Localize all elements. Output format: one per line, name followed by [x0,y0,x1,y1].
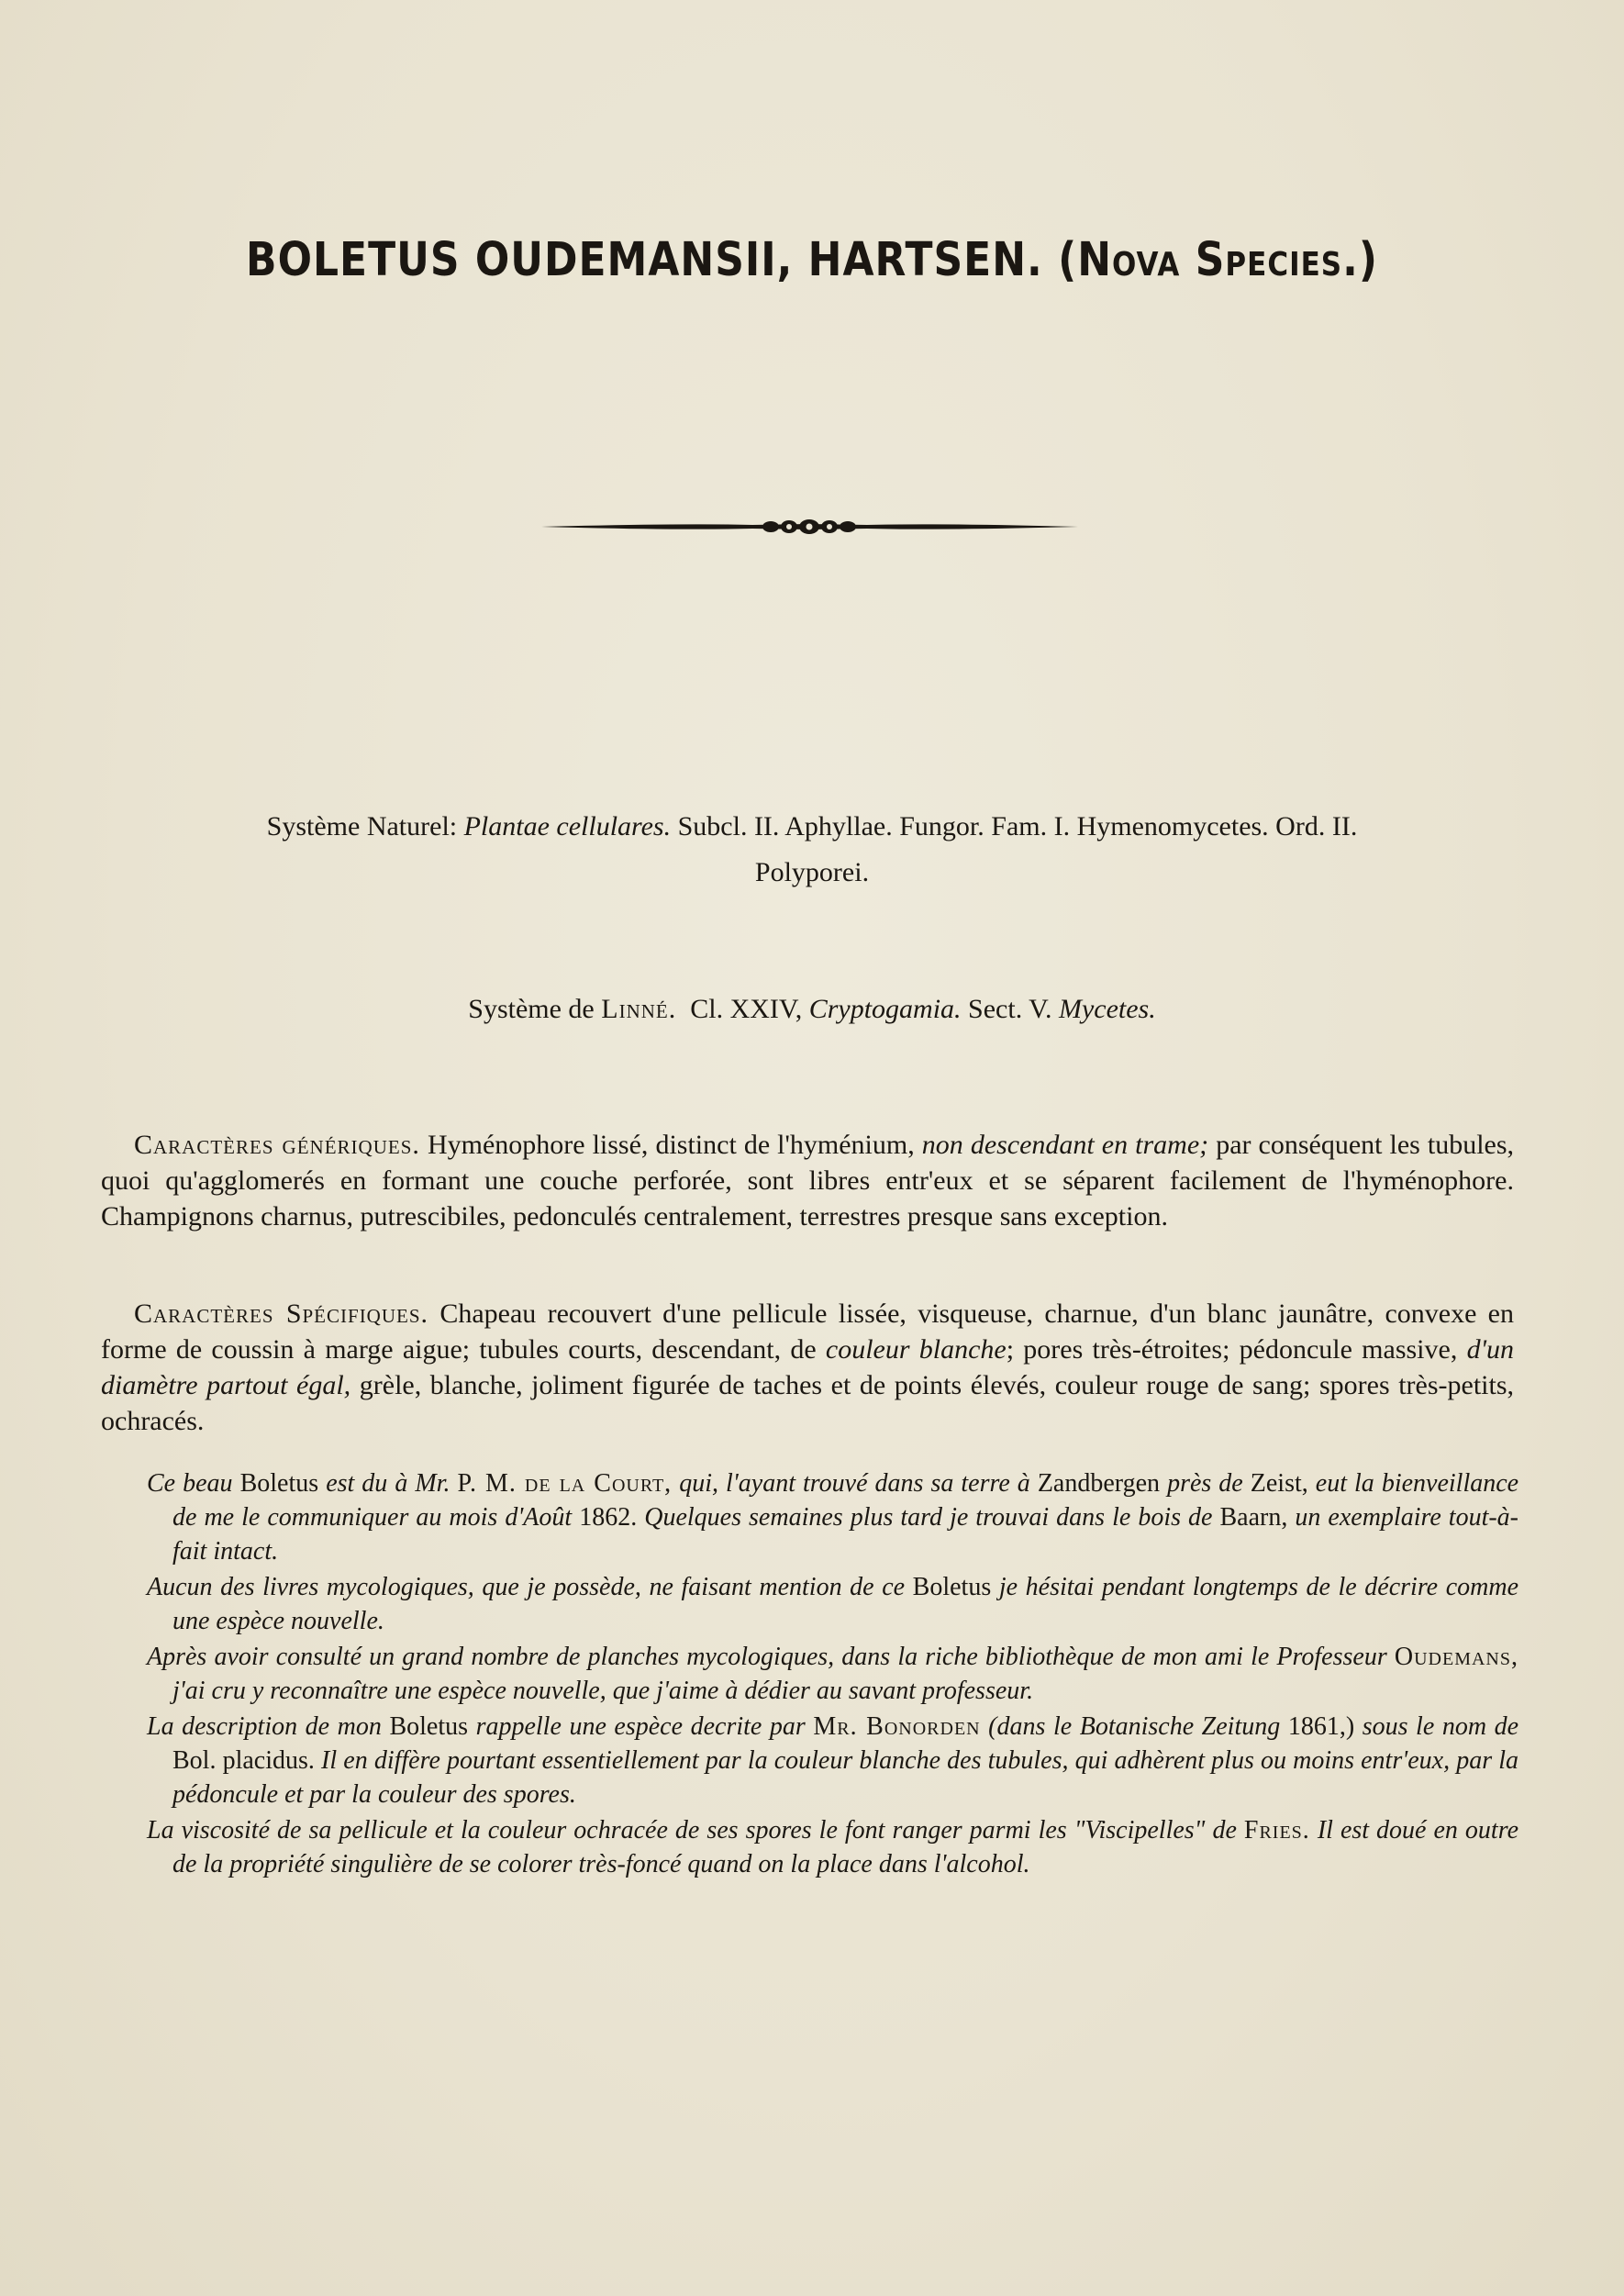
note-1-text-g: un exemplaire tout-à-fait intact. [172,1503,1518,1566]
systeme-naturel [101,804,1523,896]
ordo-polyporei: Polyporei. [754,857,870,887]
mycetes: Mycetes. [1058,994,1156,1024]
note-1-text-d: près de [1167,1469,1243,1498]
generiques-italic: non descendant en trame; [921,1130,1209,1160]
plantae-cellulares: Plantae cellulares. [463,811,672,841]
note-1-text-b: est du à Mr. [326,1469,450,1498]
note-5-text-b: Il est doué en outre de la propriété singulière de se colorer très-foncé quand on la place dans l'alcohol. [172,1816,1518,1878]
note-5-text-a: La viscosité de sa pellicule et la couleur ochracée de ses spores le font ranger parmi les "Viscipelles" de [147,1816,1237,1845]
specifiques-italic-2: d'un diamètre partout égal, [101,1334,1514,1400]
notes-block [147,1466,1518,1883]
ornament-divider [541,510,1078,543]
specifiques-text-1: Chapeau recouvert d'une pellicule lissée, visqueuse, charnue, d'un blanc jaunâtre, convexe en forme de coussin à marge aigue; tubules courts, descendant, de [101,1298,1515,1365]
zeist-name: Zeist, [1250,1469,1308,1498]
classification-rest: Subcl. II. Aphyllae. Fungor. Fam. I. Hymenomycetes. Ord. II. [677,811,1358,841]
note-4-text-d: sous le nom de [1362,1712,1519,1741]
caracteres-specifiques [101,1296,1514,1439]
generiques-text-1: Hyménophore lissé, distinct de l'hyménium, [427,1130,915,1160]
note-3 [147,1640,1518,1708]
generiques-heading: Caractères génériques. [134,1130,420,1160]
oudemans-name: Oudemans, [1394,1643,1518,1671]
specifiques-italic-1: couleur blanche [825,1334,1007,1365]
zandbergen-name: Zandbergen [1037,1469,1161,1498]
note-2-text-b: je hésitai pendant longtemps de le décrire comme une espèce nouvelle. [172,1573,1518,1635]
note-1-text-e: eut la bienveillance de me le communiquer au mois d'Août [172,1469,1519,1532]
specifiques-text-2: ; pores très-étroites; pédoncule massive, [1006,1334,1458,1365]
de-la-court-name: P. M. de la Court, [457,1469,673,1498]
page-title [0,233,1624,287]
note-3-text-a: Après avoir consulté un grand nombre de planches mycologiques, dans la riche bibliothèque de mon ami le Professeur [147,1643,1387,1671]
note-2-text-a: Aucun des livres mycologiques, que je possède, ne faisant mention de ce [147,1573,906,1601]
note-1 [147,1466,1518,1568]
note-4-text-b: rappelle une espèce decrite par [475,1712,806,1741]
note-4 [147,1710,1518,1811]
generiques-text-2: par conséquent les tubules, quoi qu'agglomerés en formant une couche perforée, sont libres entr'eux et se séparent facilement de l'hyménophore. Champignons charnus, putrescibiles, pedonculés centralement, terrestres presque sans exception. [101,1130,1515,1232]
note-5 [147,1813,1518,1881]
bonorden-name: Mr. Bonorden [813,1712,981,1741]
systeme-linne-label: Système de [468,994,595,1024]
cryptogamia: Cryptogamia. [808,994,962,1024]
title-species: (Nova Species.) [1058,233,1378,287]
year-1862: 1862. [579,1503,638,1532]
note-1-text-a: Ce beau [147,1469,233,1498]
fries-name: Fries. [1243,1816,1310,1845]
note-1-text-f: Quelques semaines plus tard je trouvai dans le bois de [644,1503,1213,1532]
note-4-text-e: Il en diffère pourtant essentiellement par la couleur blanche des tubules, qui adhèrent plus ou moins entr'eux, par la pédoncule et par la couleur des spores. [172,1746,1519,1809]
linne-section: Sect. V. [968,994,1052,1024]
boletus-name: Boletus [912,1573,992,1601]
specifiques-heading: Caractères Spécifiques. [134,1298,429,1329]
boletus-name: Boletus [389,1712,469,1741]
note-4-text-c: (dans le Botanische Zeitung [988,1712,1281,1741]
title-main: BOLETUS OUDEMANSII, HARTSEN. [246,233,1043,287]
systeme-naturel-label: Système Naturel: [266,811,458,841]
year-1861: 1861,) [1287,1712,1355,1741]
linne-name: Linné. [601,994,677,1024]
note-2 [147,1570,1518,1638]
boletus-name: Boletus [239,1469,319,1498]
specifiques-text-3: grèle, blanche, joliment figurée de taches et de points élevés, couleur rouge de sang; spores très-petits, ochracés. [101,1370,1514,1436]
note-3-text-b: j'ai cru y reconnaître une espèce nouvelle, que j'aime à dédier au savant professeur. [172,1677,1034,1705]
note-4-text-a: La description de mon [147,1712,382,1741]
systeme-linne [101,991,1523,1027]
baarn-name: Baarn, [1219,1503,1288,1532]
caracteres-generiques [101,1127,1514,1234]
linne-class: Cl. XXIV, [690,994,803,1024]
bol-placidus: Bol. placidus. [172,1746,315,1775]
note-1-text-c: qui, l'ayant trouvé dans sa terre à [679,1469,1030,1498]
